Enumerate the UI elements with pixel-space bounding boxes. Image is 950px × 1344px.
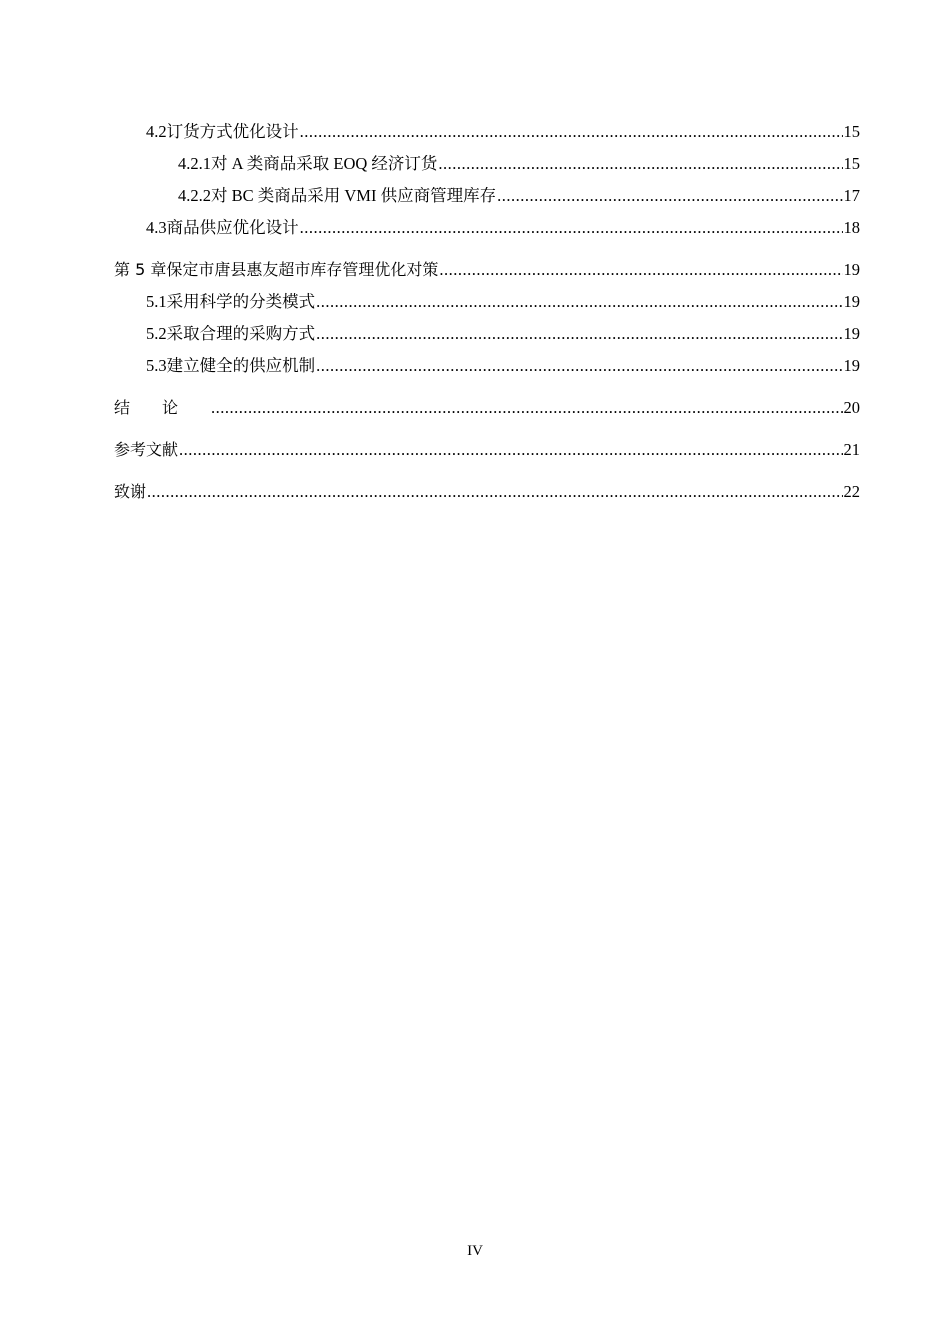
toc-entry-5-1[interactable]: [114, 286, 860, 318]
toc-entry-page: 19: [843, 292, 860, 311]
dot-leader: [211, 392, 842, 424]
toc-entry-page: 15: [843, 122, 860, 141]
toc-entry-number: 4.2.2: [178, 186, 211, 205]
toc-entry-title: 订货方式优化设计: [166, 122, 299, 141]
toc-entry-page: 19: [843, 260, 860, 279]
dot-leader: [439, 254, 842, 286]
toc-entry-number: 4.2: [146, 122, 167, 141]
toc-entry-conclusion[interactable]: [114, 392, 860, 424]
toc-entry-page: 21: [843, 440, 860, 459]
toc-entry-4-2[interactable]: [114, 116, 860, 148]
toc-entry-4-2-2[interactable]: [114, 180, 860, 212]
dot-leader: [147, 476, 842, 508]
dot-leader: [497, 180, 842, 212]
toc-entry-5-2[interactable]: [114, 318, 860, 350]
dot-leader: [316, 286, 842, 318]
toc-entry-title: 建立健全的供应机制: [166, 356, 316, 375]
toc-entry-page: 18: [843, 218, 860, 237]
dot-leader: [300, 212, 843, 244]
toc-entry-number: 5.3: [146, 356, 167, 375]
toc-entry-title: 商品供应优化设计: [166, 218, 299, 237]
toc-entry-title: 对 A 类商品采取 EOQ 经济订货: [211, 154, 438, 173]
dot-leader: [300, 116, 843, 148]
table-of-contents: [114, 116, 860, 508]
toc-entry-page: 15: [843, 154, 860, 173]
page-number-footer: IV: [467, 1243, 483, 1259]
dot-leader: [179, 434, 842, 466]
toc-entry-references[interactable]: [114, 434, 860, 466]
toc-entry-title: 致谢: [114, 482, 147, 501]
toc-entry-chapter-5[interactable]: [114, 254, 860, 286]
toc-entry-4-2-1[interactable]: [114, 148, 860, 180]
toc-entry-page: 17: [843, 186, 860, 205]
toc-entry-title: 结论: [114, 398, 211, 417]
toc-entry-title: 采用科学的分类模式: [166, 292, 316, 311]
toc-entry-page: 19: [843, 356, 860, 375]
toc-entry-title: 采取合理的采购方式: [166, 324, 316, 343]
toc-entry-5-3[interactable]: [114, 350, 860, 382]
dot-leader: [438, 148, 842, 180]
toc-entry-number: 5.1: [146, 292, 167, 311]
toc-entry-page: 19: [843, 324, 860, 343]
toc-entry-number: 4.2.1: [178, 154, 211, 173]
toc-entry-title: 对 BC 类商品采用 VMI 供应商管理库存: [211, 186, 497, 205]
toc-entry-acknowledgements[interactable]: [114, 476, 860, 508]
toc-entry-4-3[interactable]: [114, 212, 860, 244]
toc-entry-number: 5.2: [146, 324, 167, 343]
toc-entry-page: 22: [843, 482, 860, 501]
toc-entry-number: 第 5 章: [114, 260, 167, 279]
toc-entry-page: 20: [843, 398, 860, 417]
toc-entry-number: 4.3: [146, 218, 167, 237]
toc-entry-title: 参考文献: [114, 440, 179, 459]
dot-leader: [316, 350, 842, 382]
dot-leader: [316, 318, 842, 350]
toc-entry-title: 保定市唐县惠友超市库存管理优化对策: [166, 260, 439, 279]
